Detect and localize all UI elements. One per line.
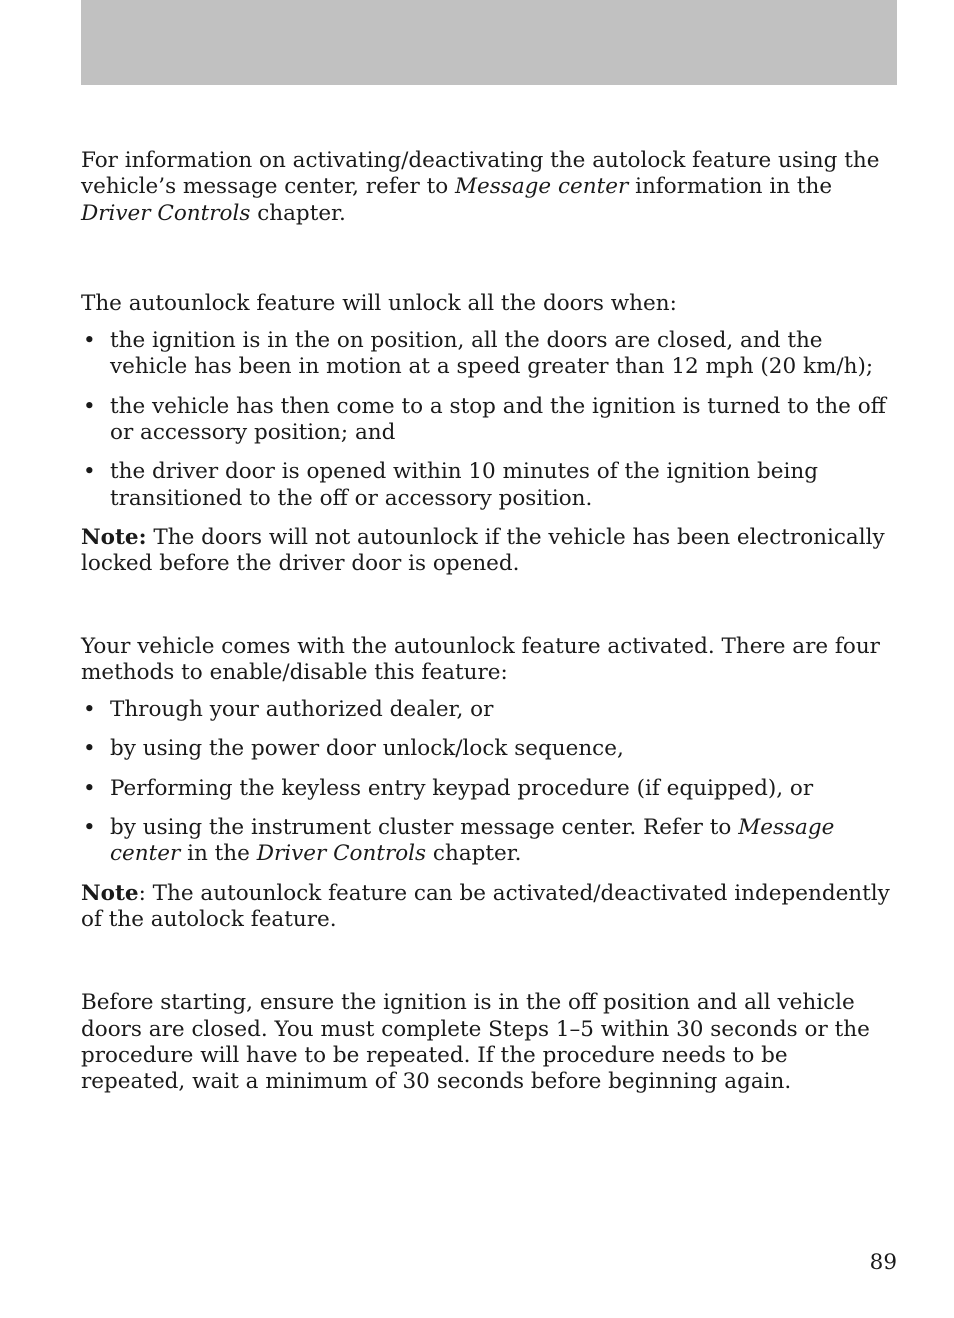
note-label: Note: xyxy=(81,524,147,550)
list-item xyxy=(81,328,897,381)
text-run: information in the xyxy=(628,174,833,200)
italic-reference: Driver Controls xyxy=(256,841,427,867)
list-item xyxy=(81,776,897,802)
procedure-paragraph: Before starting, ensure the ignition is in the off position and all vehicle doors are closed. You must complete Steps 1–5 within 30 seconds or the procedure will have to be repeated. If the procedure needs to be repeated, wait a minimum of 30 seconds before beginning again. xyxy=(81,990,870,1095)
list-item-text: the ignition is in the on position, all the doors are closed, and the vehicle has been in motion at a speed greater than 12 mph (20 km/h); xyxy=(110,328,874,380)
list-item-text: Through your authorized dealer, or xyxy=(110,697,494,723)
section-gap xyxy=(81,933,897,990)
list-item xyxy=(81,459,897,512)
page-content xyxy=(81,148,897,1095)
enable-note xyxy=(81,881,897,934)
list-item-text: by using the power door unlock/lock sequence, xyxy=(110,736,624,762)
autounlock-intro: The autounlock feature will unlock all the doors when: xyxy=(81,290,677,316)
note-label: Note xyxy=(81,880,139,906)
note-text: : The autounlock feature can be activated/deactivated independently of the autolock feature. xyxy=(81,880,890,932)
bullet-icon: • xyxy=(83,393,96,419)
bullet-icon: • xyxy=(83,328,96,354)
enable-methods-list xyxy=(81,697,897,867)
autounlock-conditions-list xyxy=(81,328,897,512)
bullet-icon: • xyxy=(83,775,96,801)
header-bar xyxy=(81,0,897,85)
italic-reference: Message center xyxy=(110,815,835,867)
text-run: For information on activating/deactivating the autolock feature using the vehicle’s message center, refer to xyxy=(81,148,880,200)
italic-reference: Driver Controls xyxy=(81,200,251,226)
list-item xyxy=(81,697,897,723)
enable-intro: Your vehicle comes with the autounlock feature activated. There are four methods to enable/disable this feature: xyxy=(81,633,880,685)
bullet-icon: • xyxy=(83,736,96,762)
bullet-icon: • xyxy=(83,459,96,485)
section-gap xyxy=(81,578,897,634)
text-run: in the xyxy=(180,841,257,867)
section-gap xyxy=(81,227,897,291)
text-run: chapter. xyxy=(250,200,346,226)
autounlock-note xyxy=(81,525,897,578)
text-run: chapter. xyxy=(426,841,522,867)
text-run: by using the instrument cluster message center. Refer to xyxy=(110,815,739,841)
note-text: The doors will not autounlock if the vehicle has been electronically locked before the driver door is opened. xyxy=(81,524,885,577)
bullet-icon: • xyxy=(83,697,96,723)
autolock-paragraph xyxy=(81,148,897,227)
list-item xyxy=(81,815,897,868)
list-item-text: the vehicle has then come to a stop and the ignition is turned to the off or accessory position; and xyxy=(110,393,886,446)
italic-reference: Message center xyxy=(455,174,629,200)
page-number: 89 xyxy=(869,1250,897,1275)
list-item xyxy=(81,394,897,447)
list-item-text: the driver door is opened within 10 minutes of the ignition being transitioned to the off or accessory position. xyxy=(110,459,819,511)
bullet-icon: • xyxy=(83,815,96,841)
list-item-text: Performing the keyless entry keypad procedure (if equipped), or xyxy=(110,775,814,801)
list-item xyxy=(81,736,897,762)
